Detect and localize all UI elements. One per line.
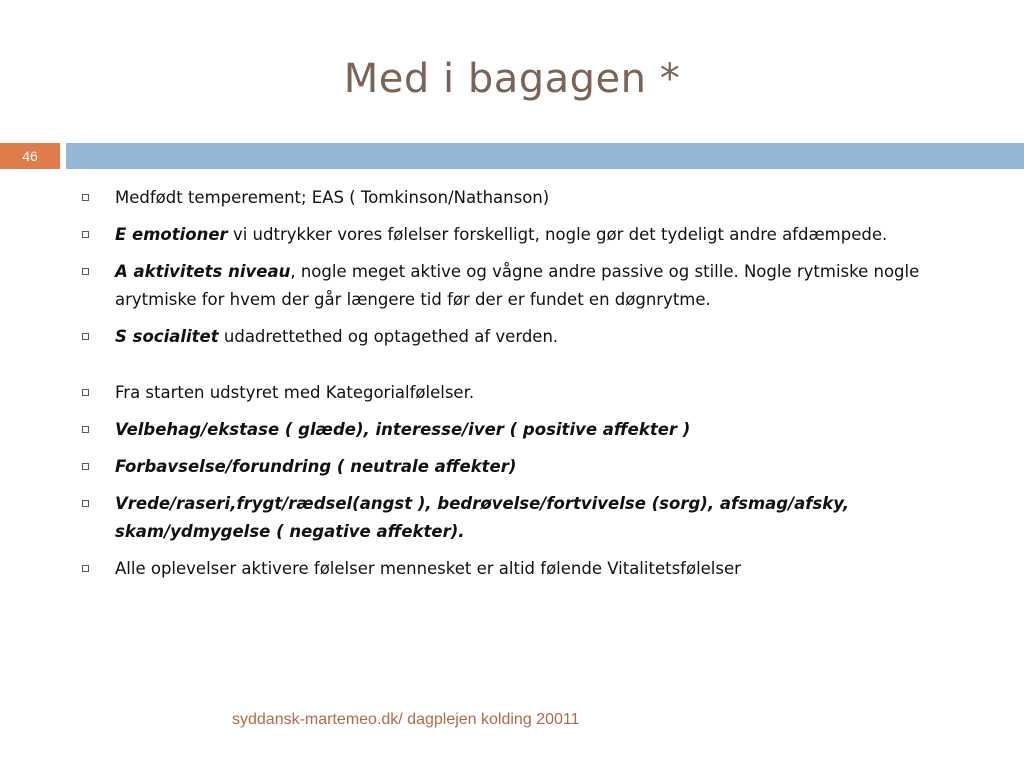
item-text: , nogle meget aktive og vågne andre passive og stille. Nogle rytmiske nogle arytmiske for hvem der går længere tid før der er fundet en døgnrytme. [115, 262, 920, 309]
list-item [80, 184, 980, 212]
item-text: udadrettethed og optagethed af verden. [218, 327, 559, 346]
bullet-list [80, 184, 980, 592]
list-item [80, 555, 980, 583]
list-item [80, 379, 980, 407]
item-text: Alle oplevelser aktivere følelser mennesket er altid følende Vitalitetsfølelser [115, 559, 741, 578]
item-lead: Velbehag/ekstase ( glæde), interesse/iver ( positive affekter ) [115, 420, 691, 439]
square-bullet-icon [82, 463, 89, 470]
item-lead: A aktivitets niveau [115, 262, 291, 281]
slide-number: 46 [0, 143, 60, 169]
square-bullet-icon [82, 194, 89, 201]
item-text: vi udtrykker vores følelser forskelligt, nogle gør det tydeligt andre afdæmpede. [227, 225, 888, 244]
list-item [80, 490, 980, 546]
item-text: Fra starten udstyret med Kategorialfølelser. [115, 383, 475, 402]
item-lead: Vrede/raseri,frygt/rædsel(angst ), bedrøvelse/fortvivelse (sorg), afsmag/afsky, skam/ydmygelse ( negative affekter). [115, 494, 849, 541]
list-item [80, 323, 980, 351]
square-bullet-icon [82, 333, 89, 340]
item-lead: E emotioner [115, 225, 228, 244]
square-bullet-icon [82, 500, 89, 507]
header-rule-bar [66, 143, 1024, 169]
square-bullet-icon [82, 426, 89, 433]
square-bullet-icon [82, 565, 89, 572]
square-bullet-icon [82, 231, 89, 238]
list-item [80, 453, 980, 481]
item-lead: Forbavselse/forundring ( neutrale affekter) [115, 457, 517, 476]
list-item [80, 258, 980, 314]
list-item [80, 221, 980, 249]
square-bullet-icon [82, 389, 89, 396]
list-item [80, 416, 980, 444]
square-bullet-icon [82, 268, 89, 275]
item-lead: S socialitet [115, 327, 219, 346]
item-text: Medfødt temperement; EAS ( Tomkinson/Nathanson) [115, 188, 550, 207]
footer-text: syddansk-martemeo.dk/ dagplejen kolding 20011 [232, 711, 580, 728]
slide-title: Med i bagagen * [343, 56, 681, 102]
